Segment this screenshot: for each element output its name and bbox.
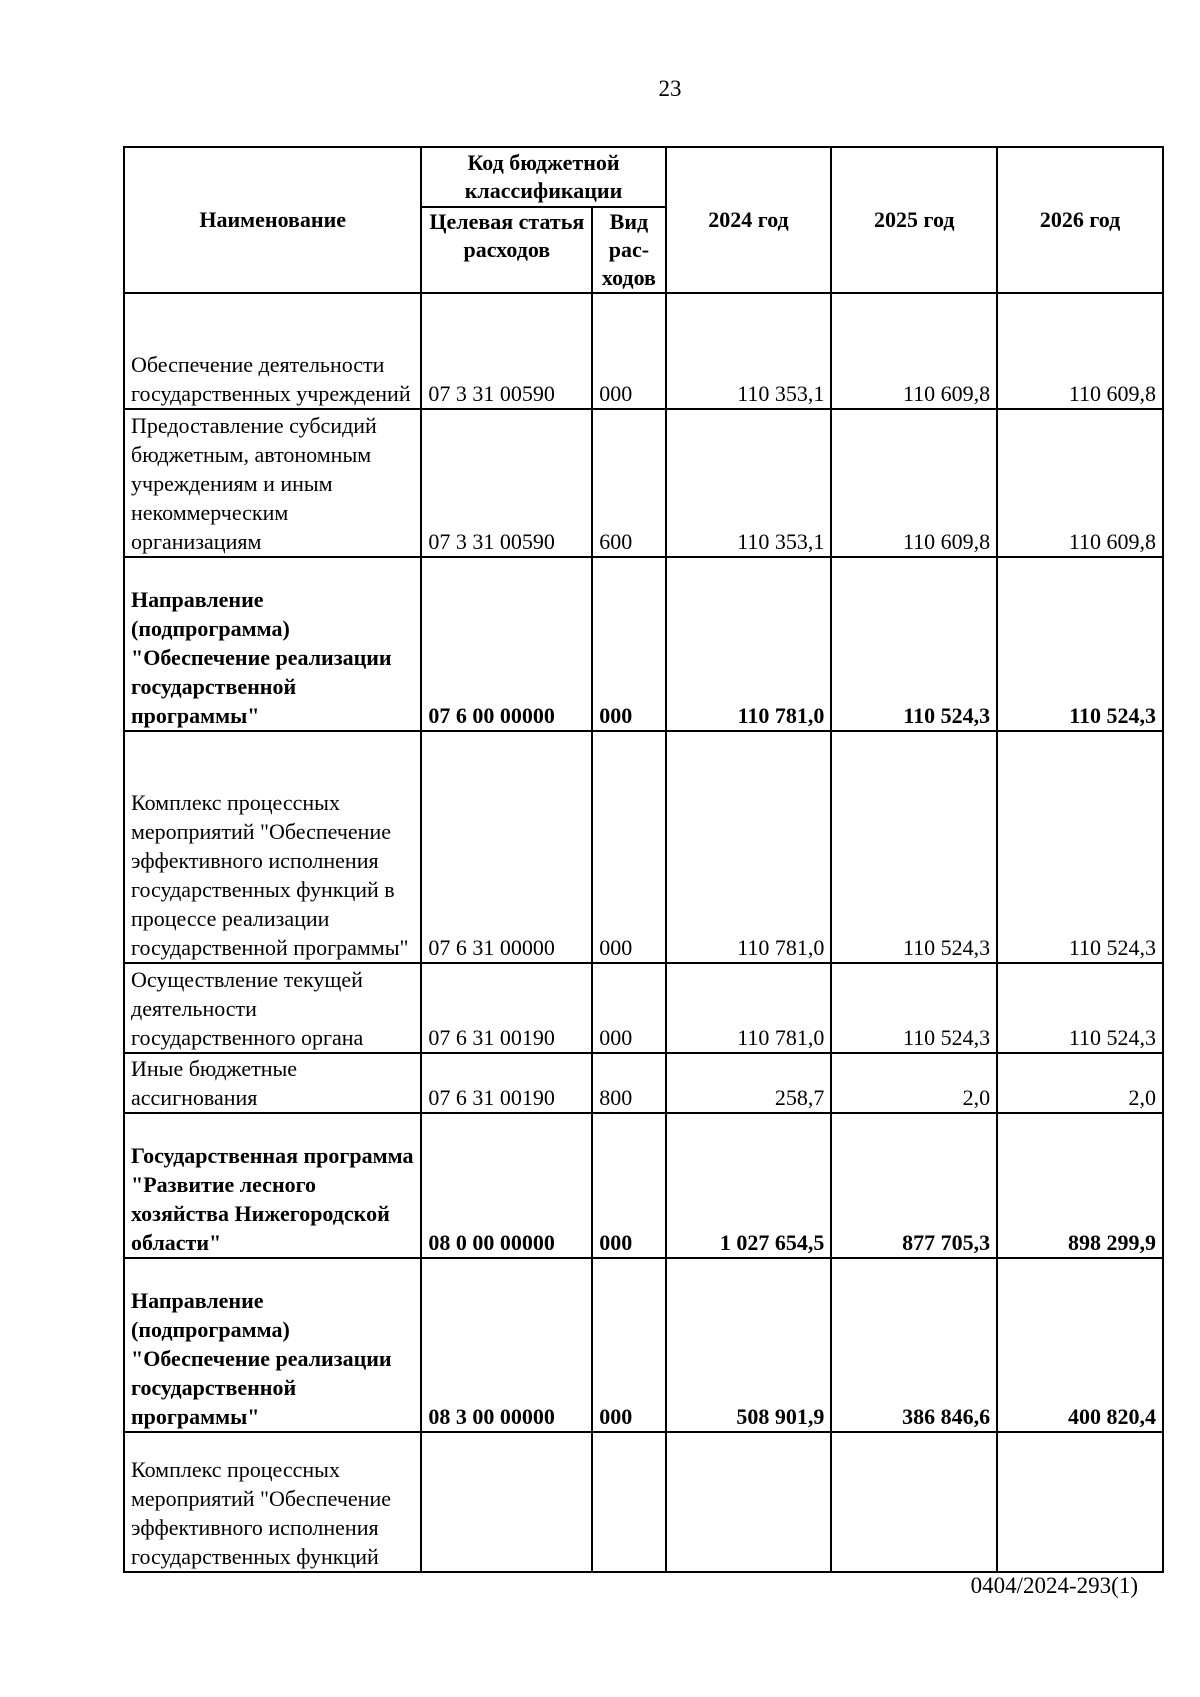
row-target-code [421,1432,592,1572]
row-value-2026: 898 299,9 [997,1113,1163,1258]
row-expense-type: 000 [592,1258,665,1432]
row-value-2024: 110 353,1 [666,293,832,409]
row-value-2026: 110 609,8 [997,409,1163,557]
row-target-code: 08 3 00 00000 [421,1258,592,1432]
row-expense-type: 000 [592,963,665,1053]
page-number: 23 [658,76,682,101]
row-expense-type: 000 [592,731,665,963]
header-2026: 2026 год [997,147,1163,293]
table-row [124,1113,1163,1258]
table-row [124,557,1163,731]
row-expense-type: 000 [592,293,665,409]
budget-table [123,146,1164,1573]
table-row [124,293,1163,409]
table-row [124,963,1163,1053]
table-row [124,409,1163,557]
row-value-2025: 110 609,8 [831,409,997,557]
row-target-code: 08 0 00 00000 [421,1113,592,1258]
row-value-2024 [666,1432,832,1572]
row-value-2024: 508 901,9 [666,1258,832,1432]
row-value-2025: 110 524,3 [831,963,997,1053]
row-name: Направление (подпрограмма) "Обеспечение реализации государственной программы" [124,557,421,731]
row-value-2025: 110 524,3 [831,557,997,731]
row-expense-type: 000 [592,557,665,731]
header-name: Наименование [124,147,421,293]
header-2025: 2025 год [831,147,997,293]
row-target-code: 07 6 00 00000 [421,557,592,731]
table-row [124,1258,1163,1432]
row-value-2026: 110 524,3 [997,557,1163,731]
row-value-2025: 110 609,8 [831,293,997,409]
row-value-2026: 110 524,3 [997,963,1163,1053]
header-target: Целевая статья расходов [421,207,592,293]
row-name: Направление (подпрограмма) "Обеспечение реализации государственной программы" [124,1258,421,1432]
row-target-code: 07 3 31 00590 [421,293,592,409]
header-code-group: Код бюджетной классификации [421,147,665,207]
row-name: Предоставление субсидий бюджетным, автономным учреждениям и иным некоммерческим организациям [124,409,421,557]
row-expense-type: 800 [592,1053,665,1113]
row-value-2026: 400 820,4 [997,1258,1163,1432]
row-value-2026: 2,0 [997,1053,1163,1113]
row-target-code: 07 3 31 00590 [421,409,592,557]
row-target-code: 07 6 31 00190 [421,1053,592,1113]
row-expense-type: 600 [592,409,665,557]
row-value-2026: 110 609,8 [997,293,1163,409]
row-name: Комплекс процессных мероприятий "Обеспечение эффективного исполнения государственных функций в процессе реализации государственной программы" [124,731,421,963]
row-name: Обеспечение деятельности государственных учреждений [124,293,421,409]
row-value-2024: 110 353,1 [666,409,832,557]
row-expense-type: 000 [592,1113,665,1258]
header-vid: Вид рас-ходов [592,207,665,293]
row-name: Осуществление текущей деятельности государственного органа [124,963,421,1053]
row-value-2024: 110 781,0 [666,557,832,731]
row-target-code: 07 6 31 00190 [421,963,592,1053]
row-expense-type [592,1432,665,1572]
row-value-2025: 877 705,3 [831,1113,997,1258]
row-value-2026 [997,1432,1163,1572]
table-row [124,731,1163,963]
document-id: 0404/2024-293(1) [970,1573,1138,1598]
row-value-2025 [831,1432,997,1572]
row-value-2024: 258,7 [666,1053,832,1113]
table-row [124,1432,1163,1572]
row-name: Комплекс процессных мероприятий "Обеспечение эффективного исполнения государственных функций [124,1432,421,1572]
row-value-2024: 110 781,0 [666,731,832,963]
row-name: Государственная программа "Развитие лесного хозяйства Нижегородской области" [124,1113,421,1258]
row-name: Иные бюджетные ассигнования [124,1053,421,1113]
row-value-2025: 386 846,6 [831,1258,997,1432]
row-value-2026: 110 524,3 [997,731,1163,963]
row-value-2024: 110 781,0 [666,963,832,1053]
table-row [124,1053,1163,1113]
row-target-code: 07 6 31 00000 [421,731,592,963]
row-value-2024: 1 027 654,5 [666,1113,832,1258]
row-value-2025: 110 524,3 [831,731,997,963]
header-2024: 2024 год [666,147,832,293]
row-value-2025: 2,0 [831,1053,997,1113]
